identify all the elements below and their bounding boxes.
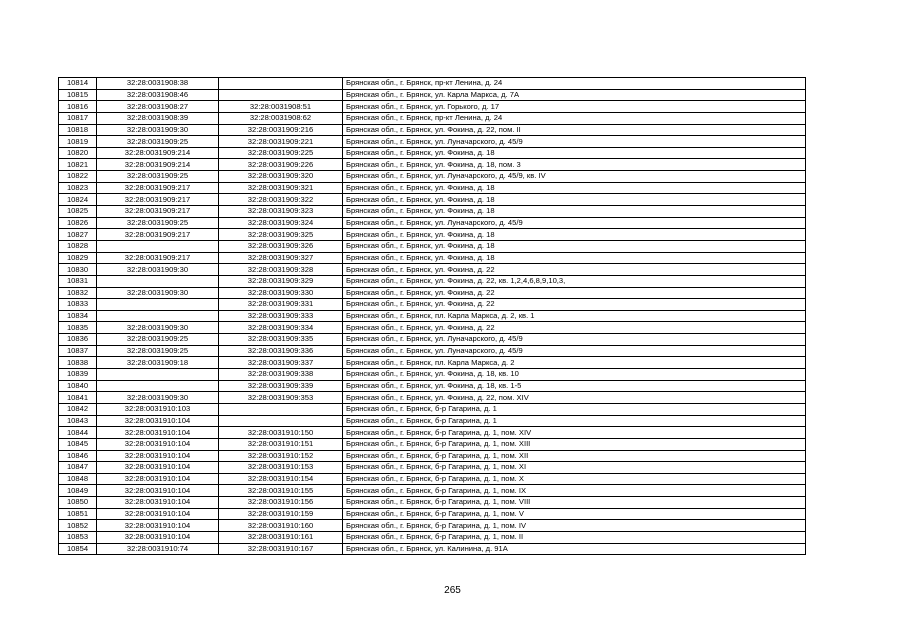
table-row xyxy=(59,89,806,101)
table-row xyxy=(59,299,806,311)
table-row xyxy=(59,182,806,194)
row-number-cell: 10854 xyxy=(59,543,97,555)
cadastral-number-cell: 32:28:0031909:214 xyxy=(97,147,219,159)
table-row xyxy=(59,531,806,543)
row-number-cell: 10830 xyxy=(59,264,97,276)
table-row xyxy=(59,252,806,264)
cadastral-number-cell: 32:28:0031908:46 xyxy=(97,89,219,101)
table-row xyxy=(59,159,806,171)
linked-cadastral-number-cell xyxy=(219,403,343,415)
cadastral-number-cell: 32:28:0031910:104 xyxy=(97,531,219,543)
linked-cadastral-number-cell: 32:28:0031909:337 xyxy=(219,357,343,369)
row-number-cell: 10814 xyxy=(59,78,97,90)
cadastral-number-cell: 32:28:0031909:217 xyxy=(97,182,219,194)
cadastral-number-cell: 32:28:0031910:104 xyxy=(97,520,219,532)
cadastral-number-cell: 32:28:0031910:104 xyxy=(97,497,219,509)
row-number-cell: 10828 xyxy=(59,240,97,252)
row-number-cell: 10852 xyxy=(59,520,97,532)
address-cell: Брянская обл., г. Брянск, ул. Луначарского, д. 45/9 xyxy=(343,345,806,357)
cadastral-number-cell: 32:28:0031909:214 xyxy=(97,159,219,171)
cadastral-number-cell: 32:28:0031909:30 xyxy=(97,264,219,276)
linked-cadastral-number-cell: 32:28:0031909:325 xyxy=(219,229,343,241)
table-row xyxy=(59,357,806,369)
row-number-cell: 10843 xyxy=(59,415,97,427)
address-cell: Брянская обл., г. Брянск, ул. Луначарского, д. 45/9 xyxy=(343,217,806,229)
address-cell: Брянская обл., г. Брянск, ул. Луначарского, д. 45/9 xyxy=(343,334,806,346)
table-row xyxy=(59,520,806,532)
address-cell: Брянская обл., г. Брянск, ул. Фокина, д. 22 xyxy=(343,299,806,311)
linked-cadastral-number-cell: 32:28:0031909:335 xyxy=(219,334,343,346)
table-row xyxy=(59,310,806,322)
address-cell: Брянская обл., г. Брянск, б-р Гагарина, д. 1 xyxy=(343,403,806,415)
address-cell: Брянская обл., г. Брянск, ул. Фокина, д. 22 xyxy=(343,264,806,276)
row-number-cell: 10838 xyxy=(59,357,97,369)
address-cell: Брянская обл., г. Брянск, ул. Фокина, д. 18 xyxy=(343,252,806,264)
linked-cadastral-number-cell: 32:28:0031909:221 xyxy=(219,136,343,148)
row-number-cell: 10849 xyxy=(59,485,97,497)
cadastral-number-cell: 32:28:0031909:217 xyxy=(97,229,219,241)
cadastral-number-cell xyxy=(97,275,219,287)
cadastral-number-cell xyxy=(97,380,219,392)
table-row xyxy=(59,508,806,520)
row-number-cell: 10816 xyxy=(59,101,97,113)
row-number-cell: 10848 xyxy=(59,473,97,485)
linked-cadastral-number-cell: 32:28:0031909:329 xyxy=(219,275,343,287)
row-number-cell: 10839 xyxy=(59,369,97,381)
linked-cadastral-number-cell: 32:28:0031909:328 xyxy=(219,264,343,276)
cadastral-number-cell: 32:28:0031910:104 xyxy=(97,427,219,439)
cadastral-number-cell: 32:28:0031910:104 xyxy=(97,415,219,427)
row-number-cell: 10844 xyxy=(59,427,97,439)
address-cell: Брянская обл., г. Брянск, ул. Фокина, д. 18 xyxy=(343,206,806,218)
cadastral-number-cell: 32:28:0031909:217 xyxy=(97,206,219,218)
table-row xyxy=(59,392,806,404)
linked-cadastral-number-cell: 32:28:0031909:339 xyxy=(219,380,343,392)
cadastral-number-cell: 32:28:0031910:104 xyxy=(97,473,219,485)
row-number-cell: 10851 xyxy=(59,508,97,520)
linked-cadastral-number-cell: 32:28:0031908:51 xyxy=(219,101,343,113)
cadastral-number-cell: 32:28:0031909:18 xyxy=(97,357,219,369)
address-cell: Брянская обл., г. Брянск, б-р Гагарина, д. 1, пом. V xyxy=(343,508,806,520)
row-number-cell: 10840 xyxy=(59,380,97,392)
table-row xyxy=(59,450,806,462)
linked-cadastral-number-cell: 32:28:0031910:155 xyxy=(219,485,343,497)
table-body xyxy=(59,78,806,555)
cadastral-number-cell: 32:28:0031909:25 xyxy=(97,334,219,346)
row-number-cell: 10815 xyxy=(59,89,97,101)
linked-cadastral-number-cell: 32:28:0031910:161 xyxy=(219,531,343,543)
table-row xyxy=(59,136,806,148)
linked-cadastral-number-cell xyxy=(219,78,343,90)
cadastral-number-cell xyxy=(97,310,219,322)
row-number-cell: 10853 xyxy=(59,531,97,543)
linked-cadastral-number-cell: 32:28:0031910:167 xyxy=(219,543,343,555)
row-number-cell: 10846 xyxy=(59,450,97,462)
property-register-table xyxy=(58,77,806,555)
table-row xyxy=(59,78,806,90)
linked-cadastral-number-cell: 32:28:0031910:150 xyxy=(219,427,343,439)
address-cell: Брянская обл., г. Брянск, б-р Гагарина, д. 1, пом. XIV xyxy=(343,427,806,439)
cadastral-number-cell: 32:28:0031909:30 xyxy=(97,322,219,334)
address-cell: Брянская обл., г. Брянск, б-р Гагарина, д. 1, пом. XII xyxy=(343,450,806,462)
address-cell: Брянская обл., г. Брянск, ул. Луначарского, д. 45/9, кв. IV xyxy=(343,171,806,183)
cadastral-number-cell: 32:28:0031908:38 xyxy=(97,78,219,90)
row-number-cell: 10842 xyxy=(59,403,97,415)
page-number: 265 xyxy=(444,585,461,596)
address-cell: Брянская обл., г. Брянск, пр-кт Ленина, д. 24 xyxy=(343,112,806,124)
address-cell: Брянская обл., г. Брянск, ул. Фокина, д. 18 xyxy=(343,147,806,159)
linked-cadastral-number-cell: 32:28:0031909:225 xyxy=(219,147,343,159)
table-row xyxy=(59,427,806,439)
linked-cadastral-number-cell: 32:28:0031909:333 xyxy=(219,310,343,322)
table-row xyxy=(59,264,806,276)
row-number-cell: 10819 xyxy=(59,136,97,148)
row-number-cell: 10822 xyxy=(59,171,97,183)
cadastral-number-cell: 32:28:0031909:25 xyxy=(97,171,219,183)
cadastral-number-cell: 32:28:0031910:104 xyxy=(97,450,219,462)
row-number-cell: 10818 xyxy=(59,124,97,136)
linked-cadastral-number-cell: 32:28:0031909:336 xyxy=(219,345,343,357)
address-cell: Брянская обл., г. Брянск, б-р Гагарина, д. 1, пом. XI xyxy=(343,462,806,474)
cadastral-number-cell xyxy=(97,299,219,311)
address-cell: Брянская обл., г. Брянск, б-р Гагарина, д. 1, пом. IV xyxy=(343,520,806,532)
address-cell: Брянская обл., г. Брянск, ул. Фокина, д. 22, пом. II xyxy=(343,124,806,136)
row-number-cell: 10831 xyxy=(59,275,97,287)
cadastral-number-cell: 32:28:0031908:27 xyxy=(97,101,219,113)
address-cell: Брянская обл., г. Брянск, пл. Карла Маркса, д. 2, кв. 1 xyxy=(343,310,806,322)
row-number-cell: 10845 xyxy=(59,438,97,450)
table-row xyxy=(59,473,806,485)
cadastral-number-cell: 32:28:0031908:39 xyxy=(97,112,219,124)
cadastral-number-cell: 32:28:0031910:74 xyxy=(97,543,219,555)
table-row xyxy=(59,380,806,392)
linked-cadastral-number-cell: 32:28:0031910:156 xyxy=(219,497,343,509)
row-number-cell: 10826 xyxy=(59,217,97,229)
address-cell: Брянская обл., г. Брянск, ул. Фокина, д. 18 xyxy=(343,229,806,241)
address-cell: Брянская обл., г. Брянск, ул. Фокина, д. 18, пом. 3 xyxy=(343,159,806,171)
address-cell: Брянская обл., г. Брянск, б-р Гагарина, д. 1, пом. II xyxy=(343,531,806,543)
table-row xyxy=(59,322,806,334)
table-row xyxy=(59,543,806,555)
cadastral-number-cell: 32:28:0031909:25 xyxy=(97,345,219,357)
address-cell: Брянская обл., г. Брянск, ул. Фокина, д. 18 xyxy=(343,182,806,194)
linked-cadastral-number-cell: 32:28:0031909:324 xyxy=(219,217,343,229)
cadastral-number-cell: 32:28:0031909:217 xyxy=(97,252,219,264)
cadastral-number-cell: 32:28:0031910:104 xyxy=(97,485,219,497)
table-row xyxy=(59,415,806,427)
address-cell: Брянская обл., г. Брянск, ул. Фокина, д. 22 xyxy=(343,322,806,334)
linked-cadastral-number-cell: 32:28:0031909:320 xyxy=(219,171,343,183)
cadastral-number-cell: 32:28:0031910:103 xyxy=(97,403,219,415)
row-number-cell: 10847 xyxy=(59,462,97,474)
linked-cadastral-number-cell: 32:28:0031910:151 xyxy=(219,438,343,450)
row-number-cell: 10836 xyxy=(59,334,97,346)
address-cell: Брянская обл., г. Брянск, б-р Гагарина, д. 1, пом. VIII xyxy=(343,497,806,509)
table-row xyxy=(59,345,806,357)
row-number-cell: 10833 xyxy=(59,299,97,311)
table-row xyxy=(59,217,806,229)
address-cell: Брянская обл., г. Брянск, б-р Гагарина, д. 1, пом. XIII xyxy=(343,438,806,450)
linked-cadastral-number-cell: 32:28:0031909:334 xyxy=(219,322,343,334)
cadastral-number-cell: 32:28:0031910:104 xyxy=(97,438,219,450)
address-cell: Брянская обл., г. Брянск, ул. Фокина, д. 18 xyxy=(343,240,806,252)
row-number-cell: 10829 xyxy=(59,252,97,264)
linked-cadastral-number-cell: 32:28:0031909:327 xyxy=(219,252,343,264)
row-number-cell: 10835 xyxy=(59,322,97,334)
table-row xyxy=(59,171,806,183)
row-number-cell: 10824 xyxy=(59,194,97,206)
cadastral-number-cell xyxy=(97,240,219,252)
address-cell: Брянская обл., г. Брянск, ул. Луначарского, д. 45/9 xyxy=(343,136,806,148)
cadastral-number-cell: 32:28:0031909:25 xyxy=(97,136,219,148)
table-row xyxy=(59,403,806,415)
cadastral-number-cell: 32:28:0031910:104 xyxy=(97,462,219,474)
linked-cadastral-number-cell: 32:28:0031910:152 xyxy=(219,450,343,462)
address-cell: Брянская обл., г. Брянск, пл. Карла Маркса, д. 2 xyxy=(343,357,806,369)
address-cell: Брянская обл., г. Брянск, ул. Горького, д. 17 xyxy=(343,101,806,113)
table-row xyxy=(59,147,806,159)
address-cell: Брянская обл., г. Брянск, б-р Гагарина, д. 1, пом. IX xyxy=(343,485,806,497)
cadastral-number-cell: 32:28:0031909:25 xyxy=(97,217,219,229)
table-row xyxy=(59,240,806,252)
address-cell: Брянская обл., г. Брянск, ул. Фокина, д. 18, кв. 1-5 xyxy=(343,380,806,392)
linked-cadastral-number-cell: 32:28:0031910:159 xyxy=(219,508,343,520)
table-row xyxy=(59,101,806,113)
linked-cadastral-number-cell: 32:28:0031909:330 xyxy=(219,287,343,299)
address-cell: Брянская обл., г. Брянск, пр-кт Ленина, д. 24 xyxy=(343,78,806,90)
cadastral-number-cell: 32:28:0031909:30 xyxy=(97,392,219,404)
table-row xyxy=(59,112,806,124)
row-number-cell: 10832 xyxy=(59,287,97,299)
linked-cadastral-number-cell: 32:28:0031909:323 xyxy=(219,206,343,218)
cadastral-number-cell: 32:28:0031909:30 xyxy=(97,287,219,299)
linked-cadastral-number-cell: 32:28:0031910:154 xyxy=(219,473,343,485)
table-row xyxy=(59,229,806,241)
linked-cadastral-number-cell: 32:28:0031909:216 xyxy=(219,124,343,136)
address-cell: Брянская обл., г. Брянск, ул. Фокина, д. 22 xyxy=(343,287,806,299)
linked-cadastral-number-cell xyxy=(219,89,343,101)
table-row xyxy=(59,497,806,509)
row-number-cell: 10817 xyxy=(59,112,97,124)
address-cell: Брянская обл., г. Брянск, ул. Калинина, д. 91А xyxy=(343,543,806,555)
table-row xyxy=(59,438,806,450)
table-row xyxy=(59,485,806,497)
linked-cadastral-number-cell: 32:28:0031908:62 xyxy=(219,112,343,124)
linked-cadastral-number-cell xyxy=(219,415,343,427)
address-cell: Брянская обл., г. Брянск, ул. Фокина, д. 22, кв. 1,2,4,6,8,9,10,3, xyxy=(343,275,806,287)
row-number-cell: 10820 xyxy=(59,147,97,159)
cadastral-number-cell xyxy=(97,369,219,381)
linked-cadastral-number-cell: 32:28:0031909:338 xyxy=(219,369,343,381)
linked-cadastral-number-cell: 32:28:0031909:226 xyxy=(219,159,343,171)
row-number-cell: 10850 xyxy=(59,497,97,509)
row-number-cell: 10823 xyxy=(59,182,97,194)
cadastral-number-cell: 32:28:0031910:104 xyxy=(97,508,219,520)
row-number-cell: 10825 xyxy=(59,206,97,218)
cadastral-number-cell: 32:28:0031909:217 xyxy=(97,194,219,206)
address-cell: Брянская обл., г. Брянск, б-р Гагарина, д. 1 xyxy=(343,415,806,427)
cadastral-number-cell: 32:28:0031909:30 xyxy=(97,124,219,136)
address-cell: Брянская обл., г. Брянск, ул. Карла Маркса, д. 7А xyxy=(343,89,806,101)
table-row xyxy=(59,462,806,474)
linked-cadastral-number-cell: 32:28:0031909:322 xyxy=(219,194,343,206)
linked-cadastral-number-cell: 32:28:0031909:353 xyxy=(219,392,343,404)
table-row xyxy=(59,334,806,346)
row-number-cell: 10821 xyxy=(59,159,97,171)
linked-cadastral-number-cell: 32:28:0031909:331 xyxy=(219,299,343,311)
table-row xyxy=(59,369,806,381)
row-number-cell: 10834 xyxy=(59,310,97,322)
table-row xyxy=(59,124,806,136)
address-cell: Брянская обл., г. Брянск, ул. Фокина, д. 22, пом. XIV xyxy=(343,392,806,404)
table-row xyxy=(59,275,806,287)
address-cell: Брянская обл., г. Брянск, ул. Фокина, д. 18, кв. 10 xyxy=(343,369,806,381)
linked-cadastral-number-cell: 32:28:0031910:153 xyxy=(219,462,343,474)
table-row xyxy=(59,287,806,299)
table-row xyxy=(59,206,806,218)
linked-cadastral-number-cell: 32:28:0031910:160 xyxy=(219,520,343,532)
row-number-cell: 10841 xyxy=(59,392,97,404)
address-cell: Брянская обл., г. Брянск, б-р Гагарина, д. 1, пом. X xyxy=(343,473,806,485)
row-number-cell: 10837 xyxy=(59,345,97,357)
table-row xyxy=(59,194,806,206)
row-number-cell: 10827 xyxy=(59,229,97,241)
address-cell: Брянская обл., г. Брянск, ул. Фокина, д. 18 xyxy=(343,194,806,206)
linked-cadastral-number-cell: 32:28:0031909:321 xyxy=(219,182,343,194)
linked-cadastral-number-cell: 32:28:0031909:326 xyxy=(219,240,343,252)
